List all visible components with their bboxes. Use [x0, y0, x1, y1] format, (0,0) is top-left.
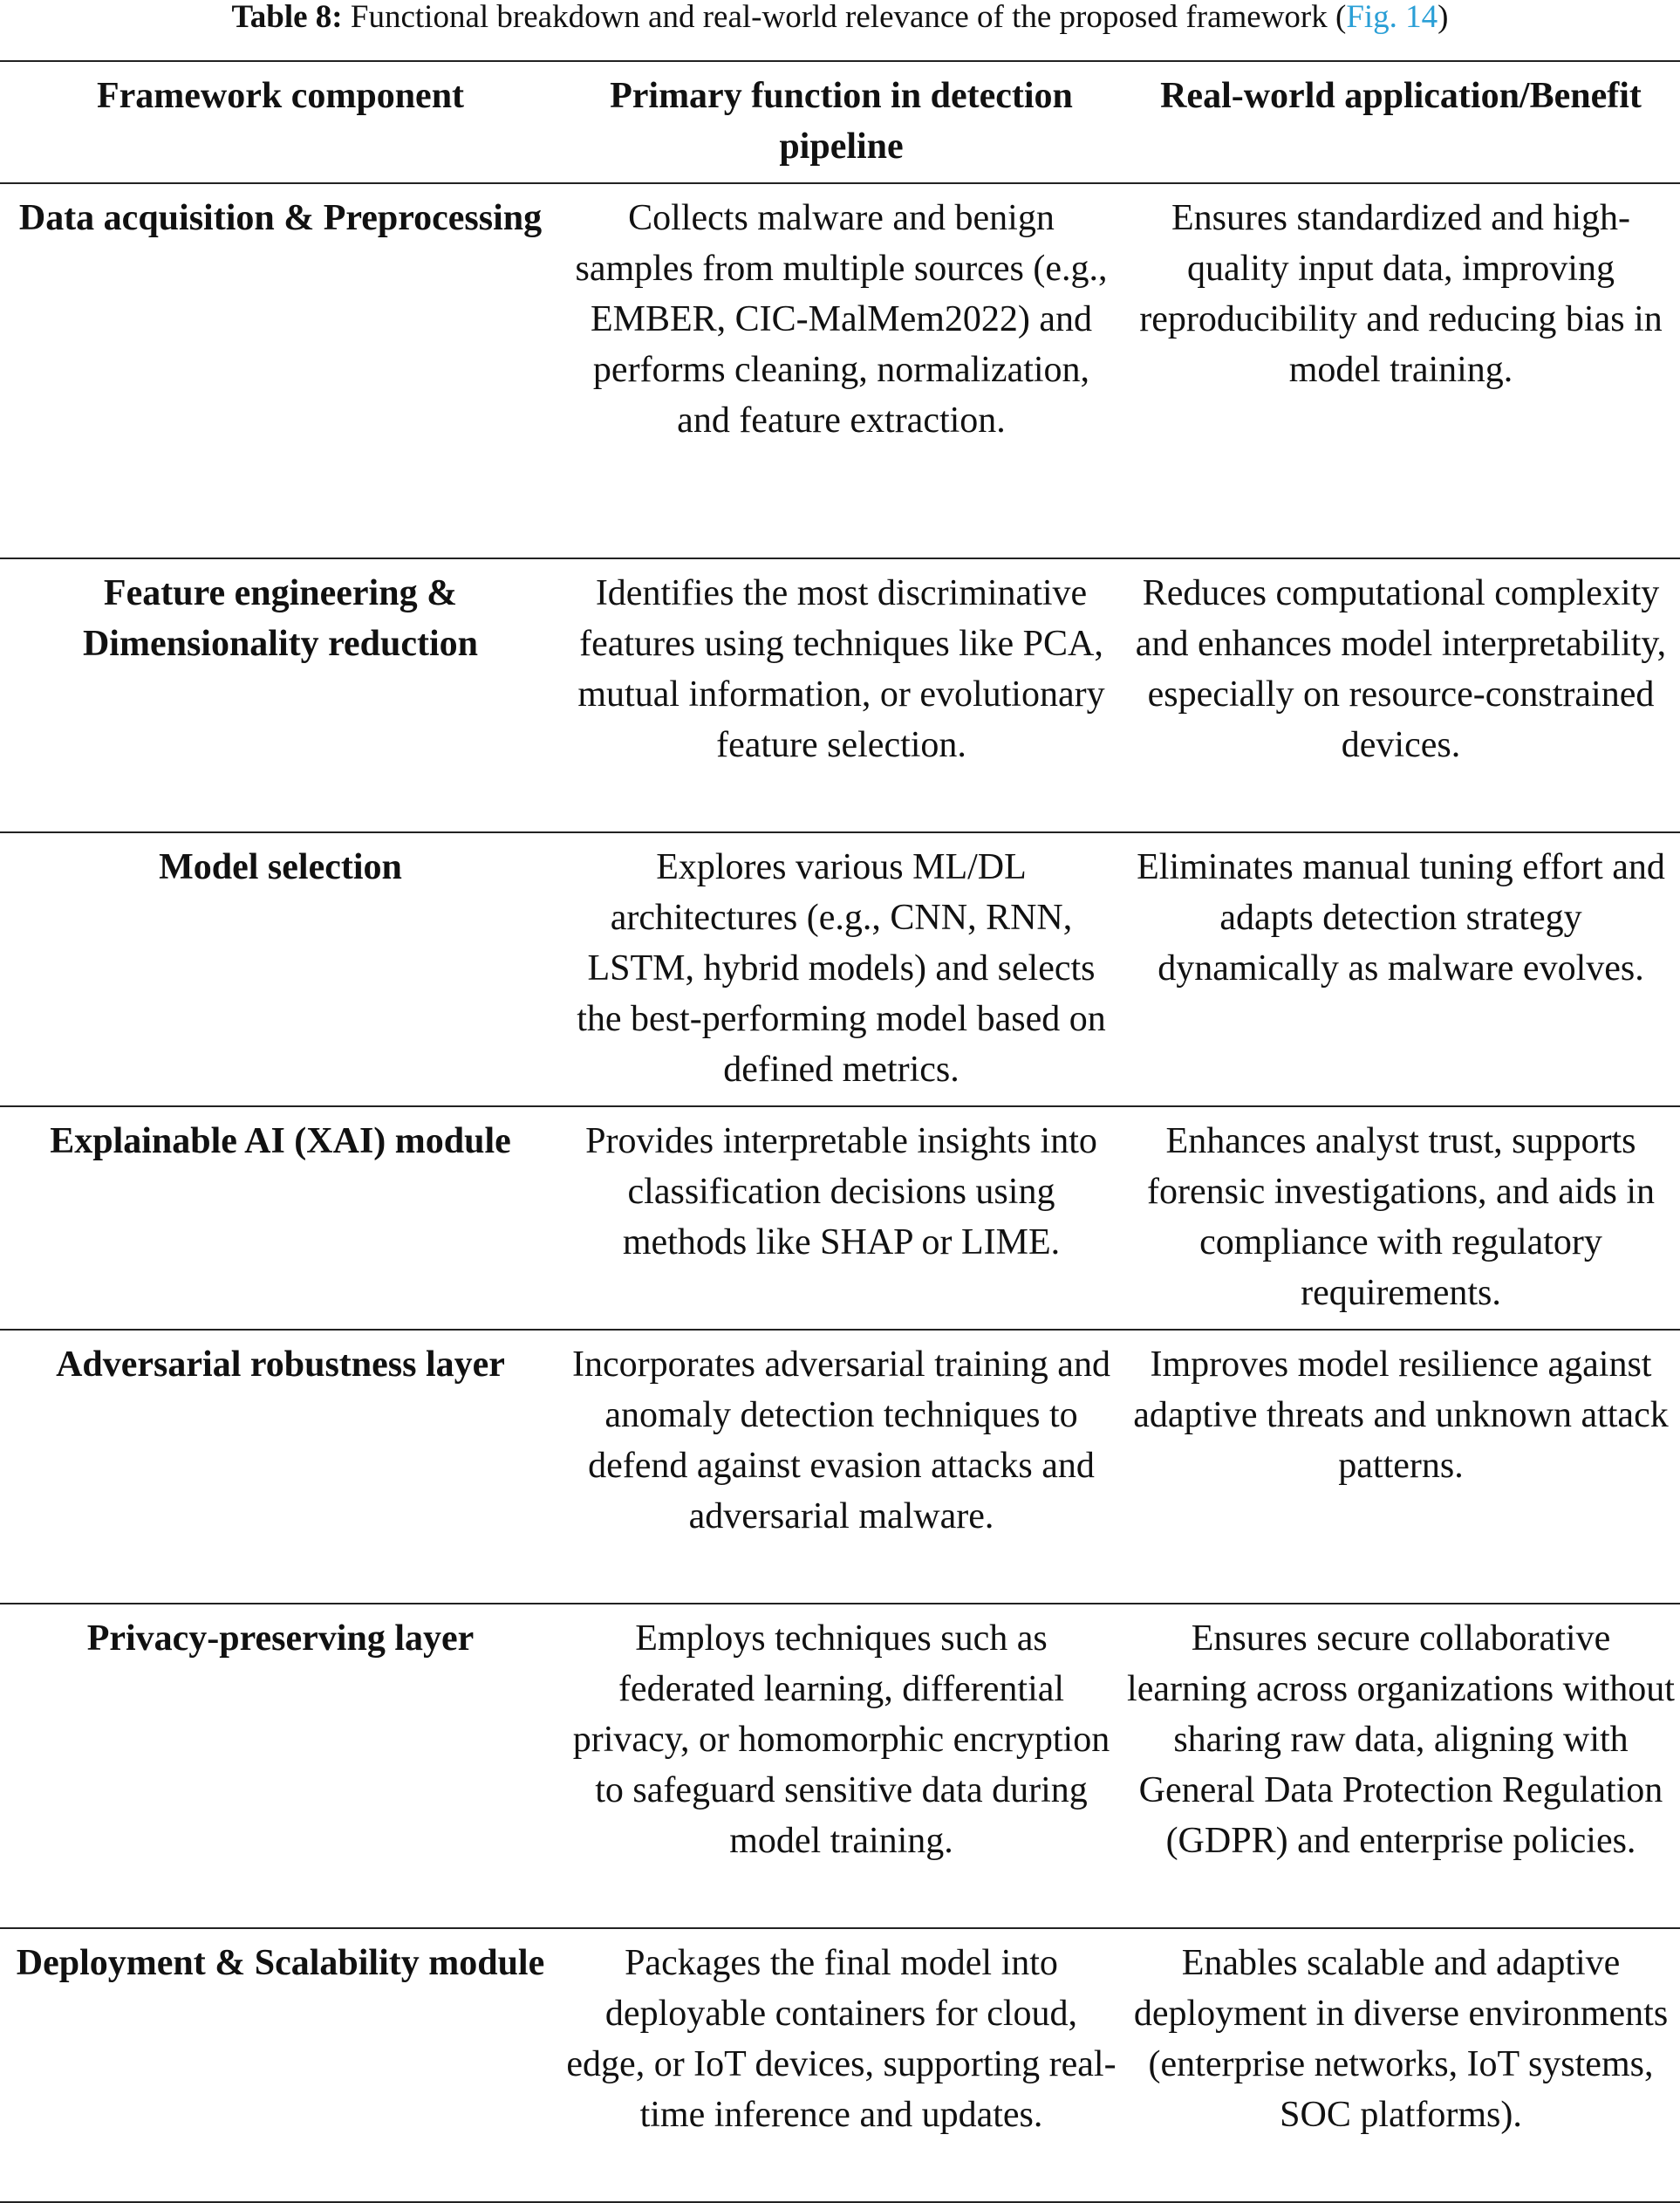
function-cell: Packages the final model into deployable containers for cloud, edge, or IoT devices, supporting real-time inference and updates.	[566, 1943, 1117, 2135]
function-cell: Provides interpretable insights into classification decisions using methods like SHAP or LIME.	[561, 1106, 1122, 1330]
component-cell: Adversarial robustness layer	[0, 1330, 561, 1604]
component-cell: Model selection	[0, 832, 561, 1106]
benefit-cell: Enables scalable and adaptive deployment in diverse environments (enterprise networks, IoT systems, SOC platforms).	[1133, 1943, 1669, 2135]
component-cell: Feature engineering & Dimensionality reduction	[0, 558, 561, 832]
header-row	[0, 61, 1680, 183]
function-cell: Incorporates adversarial training and anomaly detection techniques to defend against evasion attacks and adversarial malware.	[561, 1330, 1122, 1604]
framework-table	[0, 60, 1680, 2203]
component-cell: Explainable AI (XAI) module	[0, 1106, 561, 1330]
table-row	[0, 1106, 1680, 1330]
table-row	[0, 183, 1680, 558]
benefit-cell: Ensures secure collaborative learning across organizations without sharing raw data, aligning with General Data Protection Regulation (GDPR) and enterprise policies.	[1122, 1604, 1680, 1928]
table-row	[0, 1928, 1680, 2202]
header-real-world-benefit: Real-world application/Benefit	[1122, 61, 1680, 183]
benefit-cell: Eliminates manual tuning effort and adapts detection strategy dynamically as malware evolves.	[1122, 832, 1680, 1106]
header-framework-component: Framework component	[0, 61, 561, 183]
table-caption	[0, 0, 1680, 44]
table-row	[0, 558, 1680, 832]
function-cell: Explores various ML/DL architectures (e.g., CNN, RNN, LSTM, hybrid models) and selects the best-performing model based on defined metrics.	[561, 832, 1122, 1106]
function-cell: Collects malware and benign samples from multiple sources (e.g., EMBER, CIC-MalMem2022) and performs cleaning, normalization, and feature extraction.	[561, 183, 1122, 558]
benefit-cell: Improves model resilience against adaptive threats and unknown attack patterns.	[1122, 1330, 1680, 1604]
benefit-cell: Enhances analyst trust, supports forensic investigations, and aids in compliance with regulatory requirements.	[1122, 1106, 1680, 1330]
benefit-cell: Ensures standardized and high-quality input data, improving reproducibility and reducing bias in model training.	[1122, 183, 1680, 558]
caption-label: Table 8:	[231, 0, 343, 35]
header-primary-function: Primary function in detection pipeline	[561, 61, 1122, 183]
component-cell: Data acquisition & Preprocessing	[0, 183, 561, 558]
figure-link[interactable]: Fig. 14	[1346, 0, 1438, 35]
component-cell: Deployment & Scalability module	[16, 1943, 545, 1983]
table-row	[0, 1330, 1680, 1604]
caption-text: Functional breakdown and real-world relevance of the proposed framework (	[342, 0, 1347, 35]
component-cell: Privacy-preserving layer	[0, 1604, 561, 1928]
table-row	[0, 832, 1680, 1106]
function-cell: Identifies the most discriminative features using techniques like PCA, mutual information, or evolutionary feature selection.	[561, 558, 1122, 832]
caption-close: )	[1438, 0, 1449, 35]
function-cell: Employs techniques such as federated learning, differential privacy, or homomorphic encryption to safeguard sensitive data during model training.	[561, 1604, 1122, 1928]
benefit-cell: Reduces computational complexity and enhances model interpretability, especially on resource-constrained devices.	[1122, 558, 1680, 832]
table-row	[0, 1604, 1680, 1928]
